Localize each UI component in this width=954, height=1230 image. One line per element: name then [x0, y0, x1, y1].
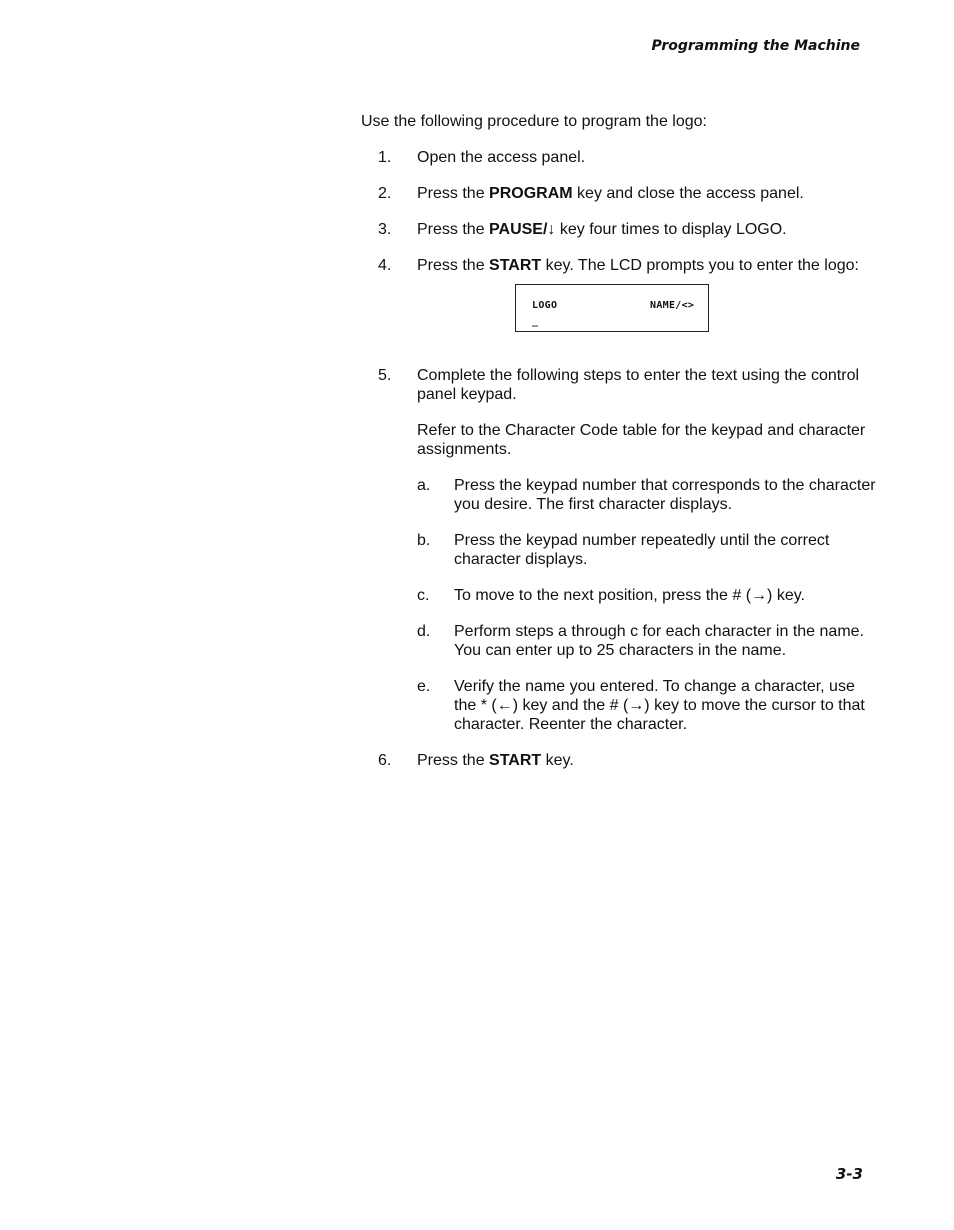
step-text: Press the PAUSE/↓ key four times to display LOGO.	[417, 221, 787, 238]
substep-a	[417, 476, 881, 514]
step-6	[361, 751, 881, 770]
substep-letter: a.	[417, 477, 431, 494]
step-number: 2.	[378, 185, 392, 202]
key-name: START	[489, 752, 542, 769]
step-text: Press the PROGRAM key and close the access panel.	[417, 185, 804, 202]
lcd-name-label: NAME/<>	[650, 300, 695, 311]
step-number: 1.	[378, 149, 392, 166]
procedure-content	[361, 112, 881, 787]
lcd-display	[515, 284, 709, 332]
key-name: PROGRAM	[489, 185, 573, 202]
substep-text: Press the keypad number repeatedly until the correct character displays.	[454, 532, 830, 568]
substep-text: Press the keypad number that corresponds to the character you desire. The first character displays.	[454, 477, 876, 513]
step-text: Press the START key.	[417, 752, 574, 769]
lcd-logo-label: LOGO	[532, 300, 558, 311]
substep-text: Verify the name you entered. To change a character, use the * (←) key and the # (→) key to move the cursor to that character. Reenter the character.	[454, 678, 865, 733]
page-number: 3-3	[835, 1165, 863, 1183]
step-number: 3.	[378, 221, 392, 238]
lcd-cursor: _	[532, 316, 539, 327]
intro-text: Use the following procedure to program the logo:	[361, 113, 707, 130]
substep-letter: e.	[417, 678, 431, 695]
step-5	[361, 366, 881, 734]
substep-c	[417, 586, 881, 605]
step-number: 5.	[378, 367, 392, 384]
substep-b	[417, 531, 881, 569]
substep-text: To move to the next position, press the # (→) key.	[454, 587, 805, 604]
step-note: Refer to the Character Code table for the keypad and character assignments.	[417, 422, 866, 458]
step-1	[361, 148, 881, 167]
substep-letter: d.	[417, 623, 431, 640]
step-3	[361, 220, 881, 239]
step-2	[361, 184, 881, 203]
step-number: 4.	[378, 257, 392, 274]
substep-d	[417, 622, 881, 660]
step-text: Open the access panel.	[417, 149, 586, 166]
substep-text: Perform steps a through c for each character in the name. You can enter up to 25 characters in the name.	[454, 623, 864, 659]
substep-e	[417, 677, 881, 734]
running-header: Programming the Machine	[651, 38, 860, 54]
step-4	[361, 256, 881, 332]
step-number: 6.	[378, 752, 392, 769]
step-text: Complete the following steps to enter the text using the control panel keypad.	[417, 367, 860, 403]
key-name: PAUSE/↓	[489, 221, 556, 238]
substep-letter: c.	[417, 587, 430, 604]
substep-letter: b.	[417, 532, 431, 549]
step-text: Press the START key. The LCD prompts you to enter the logo:	[417, 257, 859, 274]
key-name: START	[489, 257, 542, 274]
